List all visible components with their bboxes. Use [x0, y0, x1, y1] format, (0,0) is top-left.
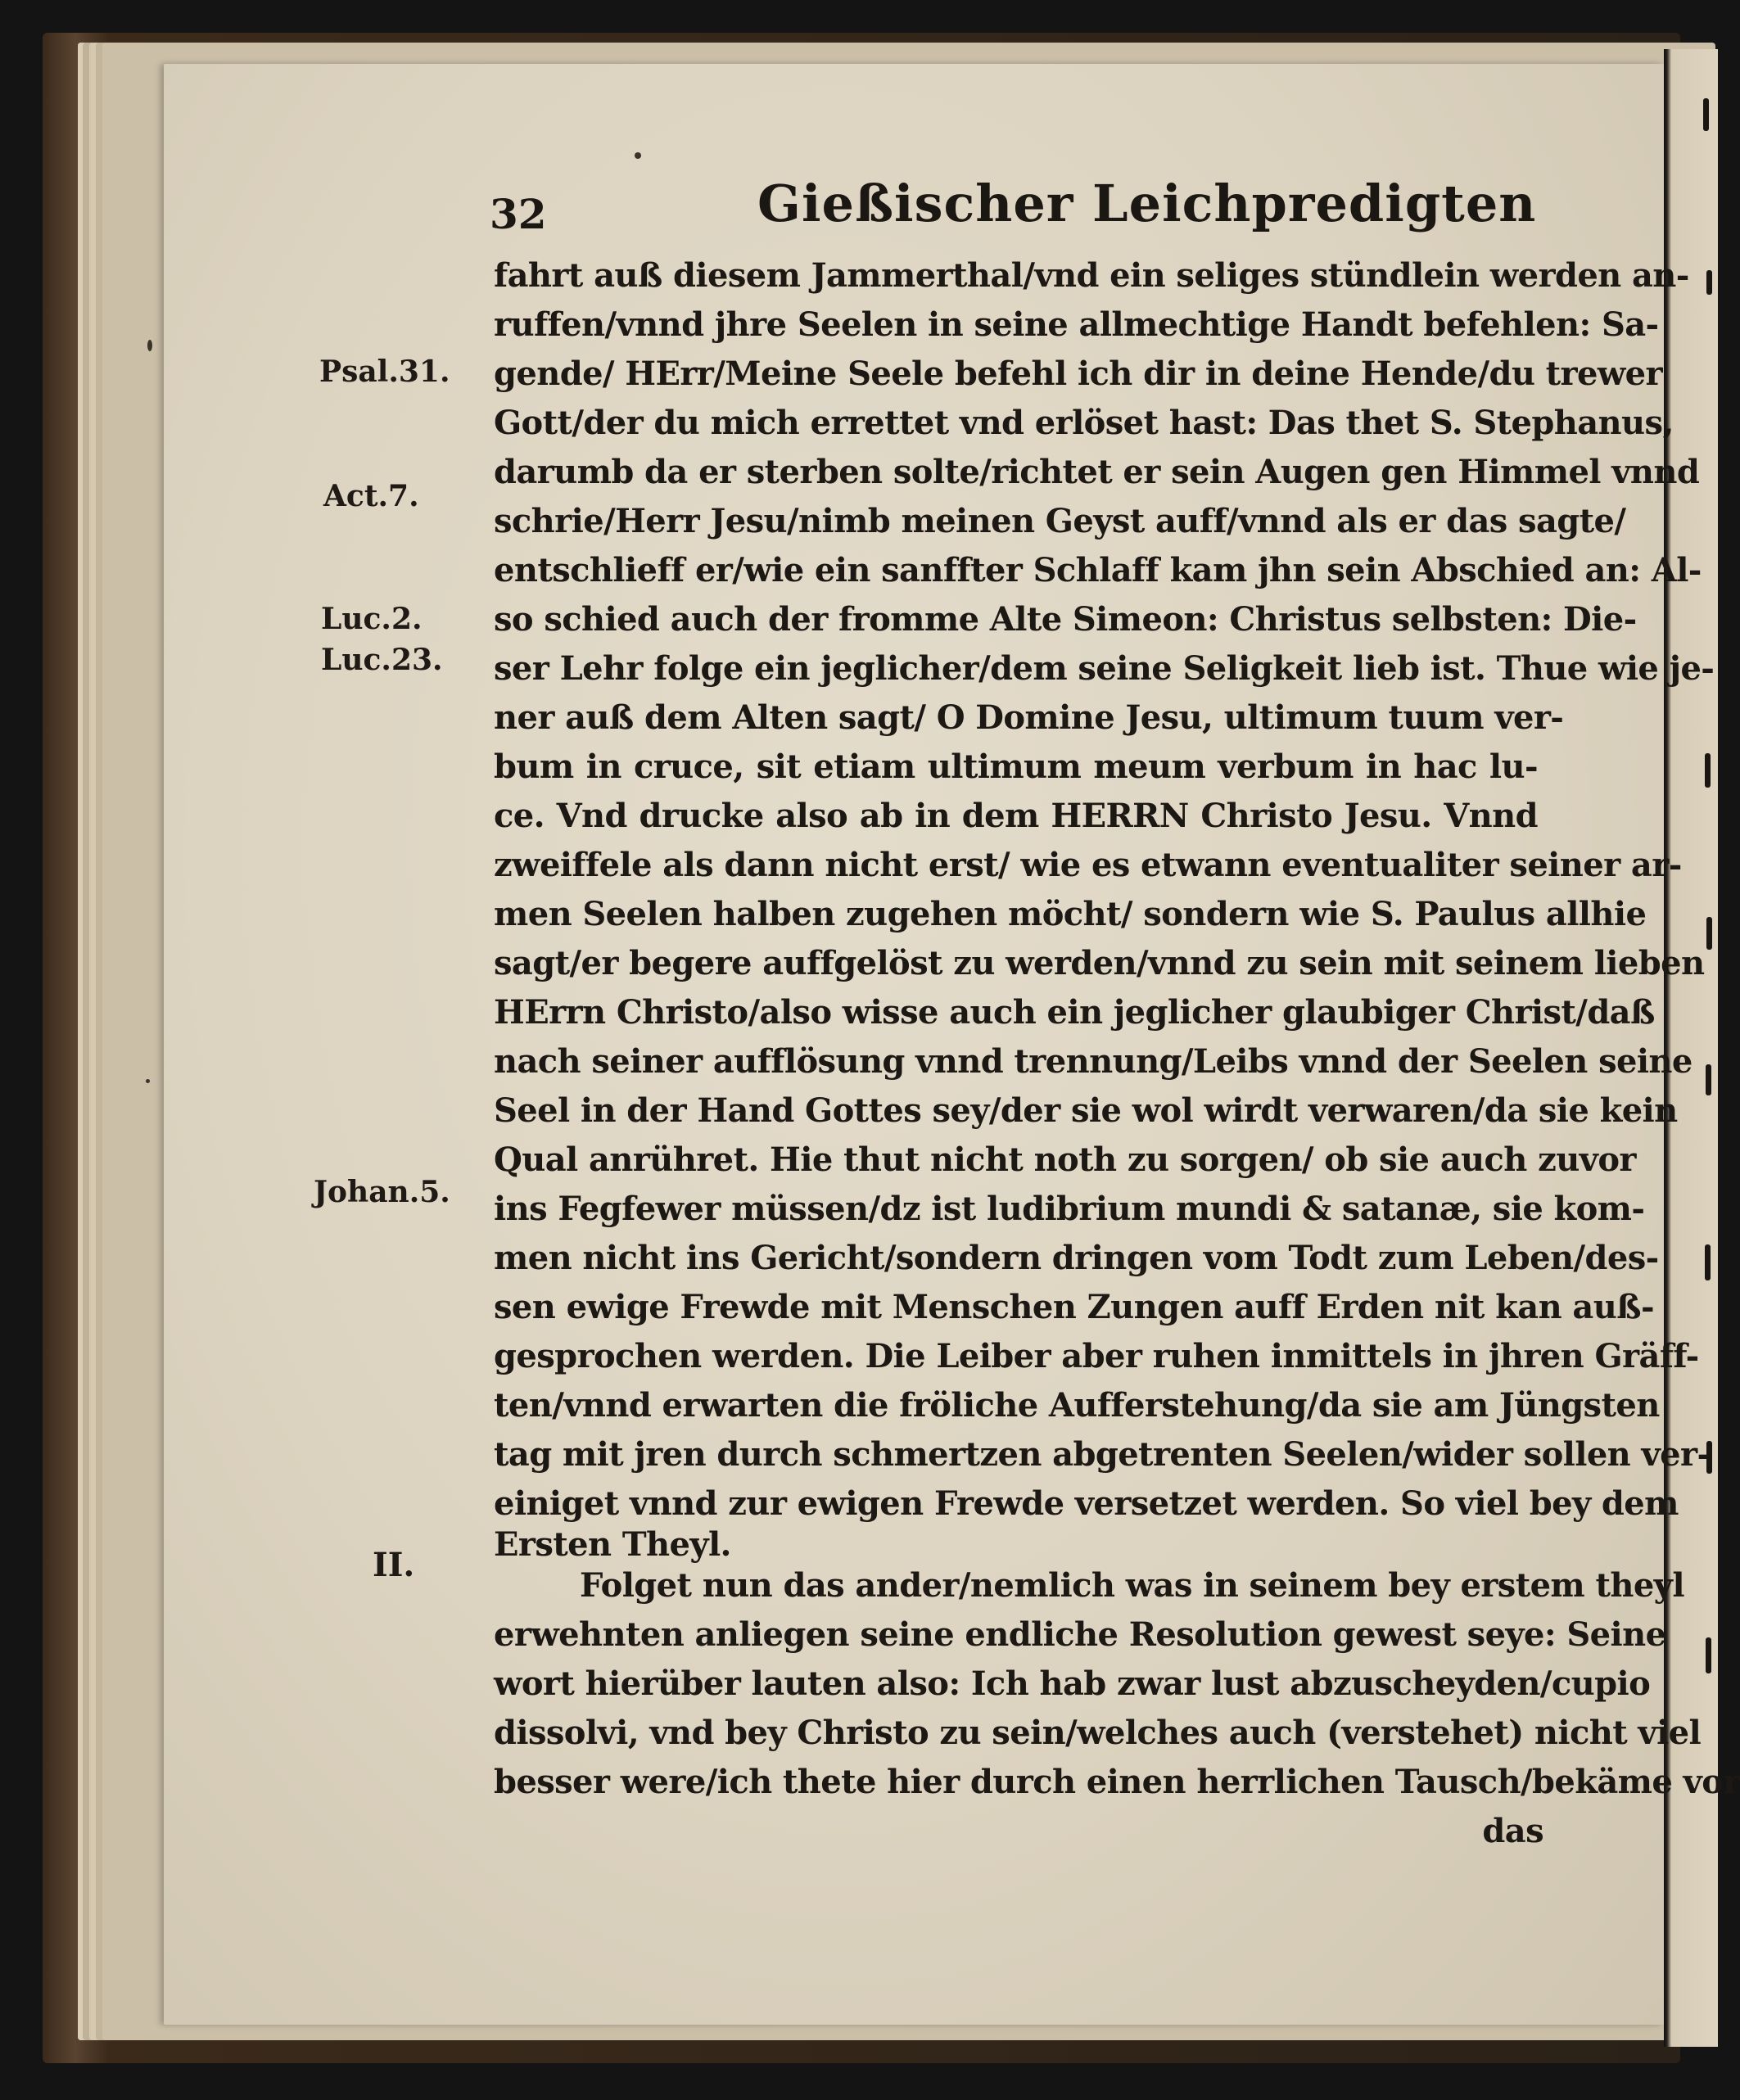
running-title: Gießischer Leichpredigten [757, 174, 1537, 233]
text-line: tag mit jren durch schmertzen abgetrenten Seelen/wider sollen ver- [494, 1435, 1711, 1474]
text-line: ner auß dem Alten sagt/ O Domine Jesu, ultimum tuum ver- [494, 698, 1564, 737]
text-line: ten/vnnd erwarten die fröliche Aufferstehung/da sie am Jüngsten [494, 1386, 1660, 1425]
text-line: Gott/der du mich errettet vnd erlöset hast: Das thet S. Stephanus, [494, 404, 1674, 442]
text-line: ce. Vnd drucke also ab in dem HERRN Christo Jesu. Vnnd [494, 797, 1538, 835]
text-line: gende/ HErr/Meine Seele befehl ich dir in deine Hende/du trewer [494, 355, 1662, 393]
text-line: Folget nun das ander/nemlich was in seinem bey erstem theyl [580, 1566, 1684, 1605]
text-line: Seel in der Hand Gottes sey/der sie wol wirdt verwaren/da sie kein [494, 1091, 1678, 1130]
text-line: ser Lehr folge ein jeglicher/dem seine Seligkeit lieb ist. Thue wie je- [494, 649, 1715, 688]
text-line: sen ewige Frewde mit Menschen Zungen auff Erden nit kan auß- [494, 1288, 1654, 1326]
margin-note-luke-23: Luc.23. [321, 643, 443, 677]
text-line: gesprochen werden. Die Leiber aber ruhen inmittels in jhren Gräff- [494, 1337, 1699, 1375]
text-line: besser were/ich thete hier durch einen herrlichen Tausch/bekäme vor [494, 1763, 1740, 1801]
text-line: darumb da er sterben solte/richtet er sein Augen gen Himmel vnnd [494, 453, 1700, 491]
text-line: einiget vnnd zur ewigen Frewde versetzet werden. So viel bey dem [494, 1484, 1679, 1523]
text-line: entschlieff er/wie ein sanffter Schlaff kam jhn sein Abschied an: Al- [494, 551, 1702, 589]
text-line: men Seelen halben zugehen möcht/ sondern wie S. Paulus allhie [494, 895, 1647, 933]
text-line: zweiffele als dann nicht erst/ wie es etwann eventualiter seiner ar- [494, 846, 1682, 884]
catchword: das [1482, 1812, 1543, 1850]
text-line: erwehnten anliegen seine endliche Resolution gewest seye: Seine [494, 1615, 1666, 1654]
text-line: fahrt auß diesem Jammerthal/vnd ein seliges stündlein werden an- [494, 256, 1689, 295]
page-number: 32 [490, 190, 547, 238]
text-line: wort hierüber lauten also: Ich hab zwar lust abzuscheyden/cupio [494, 1664, 1651, 1703]
text-line: Ersten Theyl. [494, 1525, 731, 1564]
margin-note-luke-2: Luc.2. [321, 602, 423, 636]
text-line: dissolvi, vnd bey Christo zu sein/welches auch (verstehet) nicht viel [494, 1714, 1702, 1752]
text-line: sagt/er begere auffgelöst zu werden/vnnd zu sein mit seinem lieben [494, 944, 1705, 982]
margin-note-psalm: Psal.31. [319, 355, 450, 389]
margin-note-acts: Act.7. [323, 479, 419, 513]
text-line: nach seiner aufflösung vnnd trennung/Leibs vnnd der Seelen seine [494, 1042, 1693, 1081]
text-line: ins Fegfewer müssen/dz ist ludibrium mundi & satanæ, sie kom- [494, 1190, 1645, 1228]
margin-note-john: Johan.5. [314, 1175, 450, 1209]
text-line: ruffen/vnnd jhre Seelen in seine allmechtige Handt befehlen: Sa- [494, 305, 1659, 344]
text-line: Qual anrühret. Hie thut nicht noth zu sorgen/ ob sie auch zuvor [494, 1140, 1636, 1179]
text-line: schrie/Herr Jesu/nimb meinen Geyst auff/vnnd als er das sagte/ [494, 502, 1626, 540]
text-line: bum in cruce, sit etiam ultimum meum verbum in hac lu- [494, 747, 1538, 786]
section-number: II. [373, 1546, 415, 1584]
text-line: HErrn Christo/also wisse auch ein jeglicher glaubiger Christ/daß [494, 993, 1655, 1032]
text-line: men nicht ins Gericht/sondern dringen vom Todt zum Leben/des- [494, 1239, 1659, 1277]
text-line: so schied auch der fromme Alte Simeon: Christus selbsten: Die- [494, 600, 1637, 639]
